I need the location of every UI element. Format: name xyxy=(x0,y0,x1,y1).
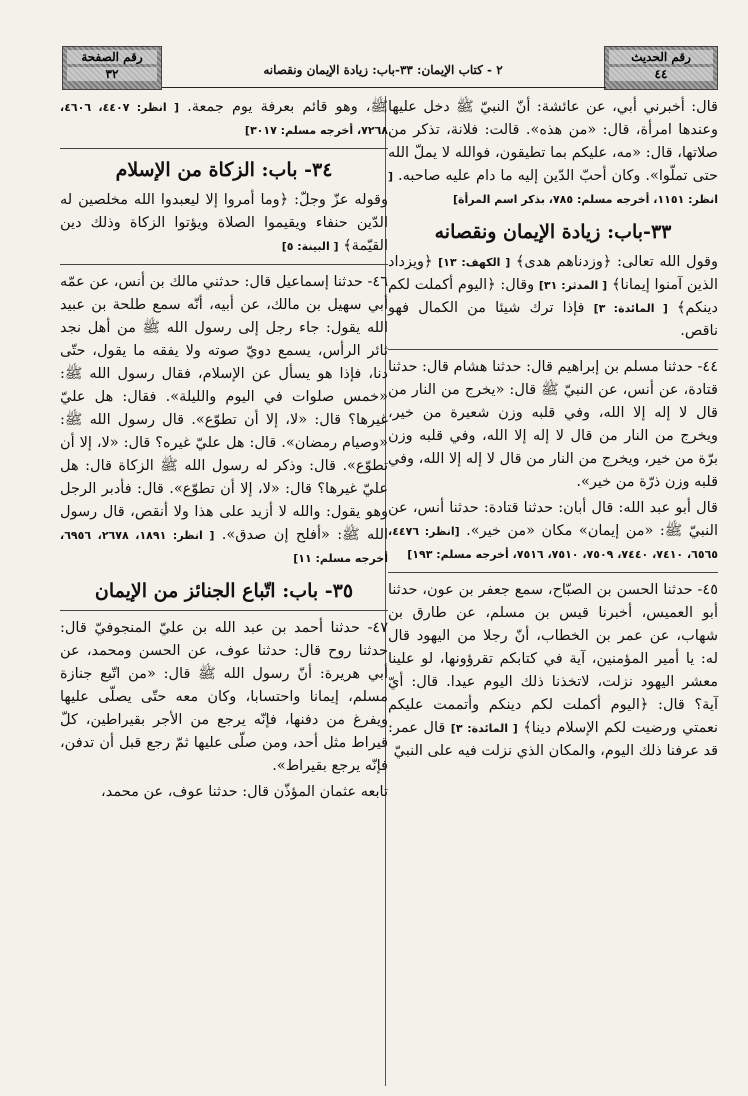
citation: [ انظر: ٤٤٠٧، ٤٦٠٦، ٧٢٦٨، أخرجه مسلم: ٣٠١٧] xyxy=(60,101,388,137)
hadith-44-note: قال أبو عبد الله: قال أبان: حدثنا قتادة: حدثنا أنس، عن النبيّ ﷺ: «من إيمان» مكان «من خير». [انظر: ٤٤٧٦، ٦٥٦٥، ٧٤١٠، ٧٤٤٠، ٧٥٠٩، ٧٥١٠، ٧٥١٦، أخرجه مسلم: ١٩٣] xyxy=(388,500,718,561)
chapter-34-intro: وقوله عزّ وجلّ: ﴿وما أمروا إلا ليعبدوا الله مخلصين له الدّين حنفاء ويقيموا الصلاة ويؤتوا الزكاة وذلك دين القيّمة﴾ [ البينة: ٥] xyxy=(60,192,388,254)
chapter-33-intro: وقول الله تعالى: ﴿وزدناهم هدى﴾ [ الكهف: ١٣] ﴿ويزداد الذين آمنوا إيمانا﴾ [ المدثر: ٣١] وقال: ﴿اليوم أكملت لكم دينكم﴾ [ المائدة: ٣] فإذا ترك شيئا من الكمال فهو ناقص. xyxy=(388,254,718,339)
hadith-47: ٤٧- حدثنا أحمد بن عبد الله بن عليّ المنجوفيّ قال: حدثنا روح قال: حدثنا عوف، عن الحسن ومحمد، عن أبي هريرة: أنّ رسول الله ﷺ قال: «من اتّبع جنازة مسلم، إيمانا واحتسابا، وكان معه حتّى يصلّى عليها ويفرغ من دفنها، فإنّه يرجع من الأجر بقيراطين، كلّ قيراط مثل أحد، ومن صلّى عليها ثمّ رجع قبل أن تدفن، فإنّه يرجع بقيراط». xyxy=(60,620,388,774)
separator xyxy=(60,264,388,265)
chapter-35-title: ٣٥- باب: اتّباع الجنائز من الإيمان xyxy=(94,580,354,602)
right-column xyxy=(388,96,718,1086)
separator xyxy=(388,572,718,573)
hadith-number-label: رقم الحديث xyxy=(609,50,713,64)
hadith-44: ٤٤- حدثنا مسلم بن إبراهيم قال: حدثنا هشام قال: حدثنا قتادة، عن أنس، عن النبيّ ﷺ قال: «يخرج من النار من قال لا إله إلا الله، وفي قلبه وزن شعيرة من خير، ويخرج من النار من قال لا إله إلا الله، وفي قلبه وزن برّة من خير، ويخرج من النار من قال لا إله إلا الله، وفي قلبه وزن ذرّة من خير». xyxy=(388,359,718,490)
hadith-43-end: قال: أخبرني أبي، عن عائشة: أنّ النبيّ ﷺ دخل عليها وعندها امرأة، قال: «من هذه». قالت: فلانة، تذكر من صلاتها، قال: «مه، عليكم بما تطيقون، فوالله لا يملّ الله حتى تملّوا». وكان أحبّ الدّين إليه ما دام عليه صاحبه. [ انظر: ١١٥١، أخرجه مسلم: ٧٨٥، بذكر اسم المرأة] xyxy=(388,99,718,206)
page-number-box xyxy=(62,46,162,90)
citation: [انظر: ٤٤٧٦، ٦٥٦٥، ٧٤١٠، ٧٤٤٠، ٧٥٠٩، ٧٥١٠، ٧٥١٦، أخرجه مسلم: ١٩٣] xyxy=(388,525,718,561)
hadith-46: ٤٦- حدثنا إسماعيل قال: حدثني مالك بن أنس، عن عمّه أبي سهيل بن مالك، عن أبيه، أنّه سمع طلحة بن عبيد الله يقول: جاء رجل إلى رسول الله ﷺ من أهل نجد ثائر الرأس، يسمع دويّ صوته ولا يفقه ما يقول، حتّى دنا، فإذا هو يسأل عن الإسلام، فقال رسول الله ﷺ: «خمس صلوات في اليوم والليلة». فقال: هل عليّ غيرها؟ قال: «لا، إلا أن تطوّع». قال رسول الله ﷺ: «وصيام رمضان». قال: هل عليّ غيره؟ قال: «لا، إلا أن تطوّع». قال: وذكر له رسول الله ﷺ الزكاة قال: هل عليّ غيرها؟ قال: «لا، إلا أن تطوّع». قال: فأدبر الرجل وهو يقول: والله لا أزيد على هذا ولا أنقص، قال رسول الله ﷺ: «أفلح إن صدق». [ انظر: ١٨٩١، ٢٦٧٨، ٦٩٥٦، أخرجه مسلم: ١١] xyxy=(60,274,389,565)
header-rule xyxy=(160,87,606,88)
left-column xyxy=(60,96,388,1086)
citation: [ انظر: ١١٥١، أخرجه مسلم: ٧٨٥، بذكر اسم المرأة] xyxy=(388,170,718,206)
citation: [ المائدة: ٣] xyxy=(450,722,518,735)
hadith-47-note: تابعه عثمان المؤذّن قال: حدثنا عوف، عن محمد، xyxy=(101,784,388,800)
separator xyxy=(60,610,388,611)
chapter-34-title: ٣٤- باب: الزكاة من الإسلام xyxy=(115,159,333,181)
hadith-number: ٤٤ xyxy=(609,67,713,81)
separator xyxy=(388,349,718,350)
hadith-number-box xyxy=(604,46,718,90)
hadith-45-end: ﷺ، وهو قائم بعرفة يوم جمعة. [ انظر: ٤٤٠٧، ٤٦٠٦، ٧٢٦٨، أخرجه مسلم: ٣٠١٧] xyxy=(60,99,389,137)
hadith-45: ٤٥- حدثنا الحسن بن الصبّاح، سمع جعفر بن عون، حدثنا أبو العميس، أخبرنا قيس بن مسلم، عن طارق بن شهاب، عن عمر بن الخطاب، أنّ رجلا من اليهود قال له: يا أمير المؤمنين، آية في كتابكم تقرؤونها، لو علينا معشر اليهود نزلت، لاتخذنا ذلك اليوم عيدا. قال: أيّ آية؟ قال: ﴿اليوم أكملت لكم دينكم وأتممت عليكم نعمتي ورضيت لكم الإسلام دينا﴾ [ المائدة: ٣] قال عمر: قد عرفنا ذلك اليوم، والمكان الذي نزلت فيه على النبيّ xyxy=(388,582,718,759)
page-number: ٣٢ xyxy=(67,67,157,81)
page-header xyxy=(62,46,718,88)
running-title: ٢ - كتاب الإيمان: ٣٣-باب: زيادة الإيمان ونقصانه xyxy=(263,63,503,77)
page-number-label: رقم الصفحة xyxy=(67,50,157,64)
separator xyxy=(60,148,388,149)
chapter-33-title: ٣٣-باب: زيادة الإيمان ونقصانه xyxy=(434,221,672,243)
citation: [ انظر: ١٨٩١، ٢٦٧٨، ٦٩٥٦، أخرجه مسلم: ١١] xyxy=(60,529,388,565)
